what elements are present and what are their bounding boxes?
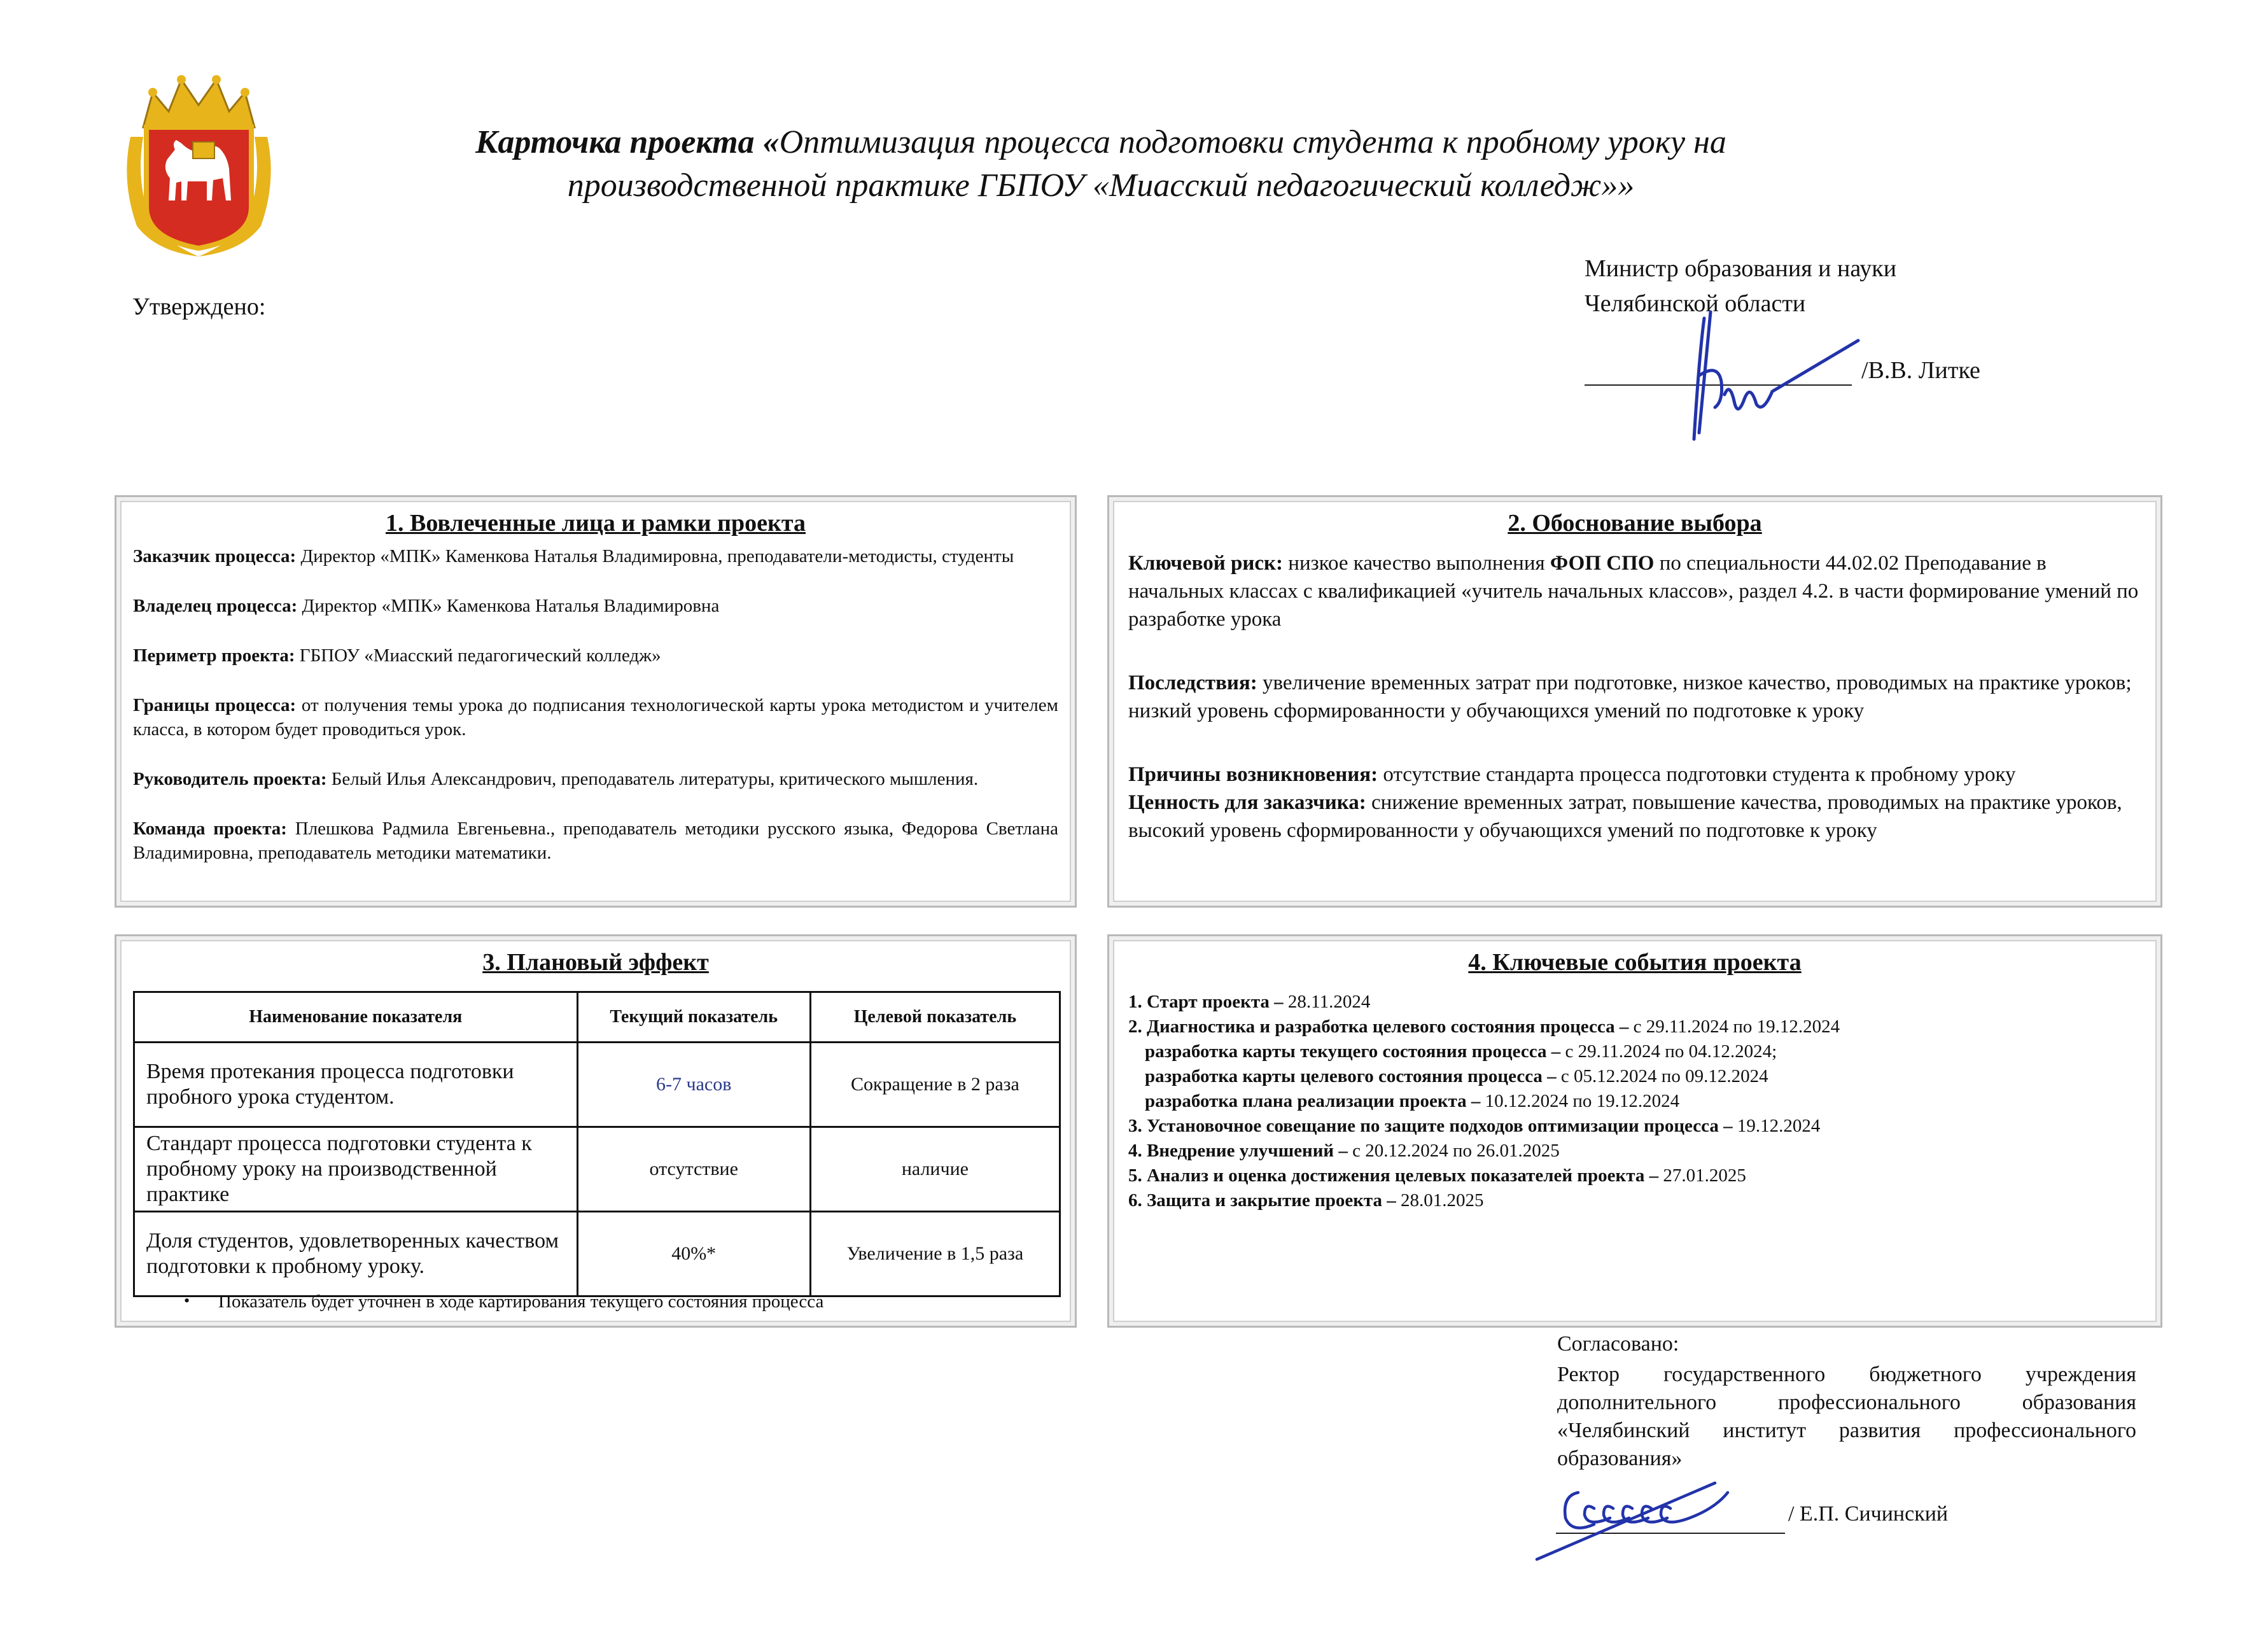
event-subitem <box>1128 1064 2143 1089</box>
event-item <box>1128 1139 2143 1163</box>
indicator-name: Время протекания процесса подготовки пробного урока студентом. <box>134 1043 578 1127</box>
panel-title: 2. Обоснование выбора <box>1508 510 1762 537</box>
rector-name: / Е.П. Сичинский <box>1788 1502 1949 1526</box>
rationale-panel <box>1107 495 2162 908</box>
causes-label: Причины возникновения: <box>1128 763 1378 786</box>
footnote: Показатель будет уточнен в ходе картирования текущего состояния процесса <box>218 1291 824 1312</box>
customer-value-text: снижение временных затрат, повышение качества, проводимых на практике уроков, высокий уровень сформированности у обучающихся умений по подготовке к уроку <box>1128 791 2122 842</box>
title-bold: Карточка проекта « <box>475 124 780 160</box>
key-risk-bold: ФОП СПО <box>1550 552 1655 575</box>
approved-label: Утверждено: <box>132 293 266 320</box>
item-label: Периметр проекта: <box>133 645 295 666</box>
events-list <box>1109 977 2160 1213</box>
event-date: 28.01.2025 <box>1401 1190 1484 1211</box>
event-date: с 20.12.2024 по 26.01.2025 <box>1352 1141 1560 1161</box>
event-label: разработка карты целевого состояния процесса – <box>1145 1066 1561 1086</box>
event-label: разработка карты текущего состояния процесса – <box>1145 1041 1565 1062</box>
key-risk-text: низкое качество выполнения <box>1283 552 1550 575</box>
customer-value-label: Ценность для заказчика: <box>1128 791 1366 814</box>
table-header-row <box>134 992 1060 1043</box>
handwritten-signature-icon <box>1655 306 1865 452</box>
table-row <box>134 1127 1060 1212</box>
target-value: Сокращение в 2 раза <box>810 1043 1060 1127</box>
causes <box>1128 761 2141 789</box>
causes-text: отсутствие стандарта процесса подготовки студента к пробному уроку <box>1378 763 2016 786</box>
event-date: с 29.11.2024 по 04.12.2024; <box>1565 1041 1777 1062</box>
indicator-name: Доля студентов, удовлетворенных качеством подготовки к пробному уроку. <box>134 1212 578 1296</box>
key-risk-text-b: по специальности 44.02.02 Преподавание в начальных классах с квалификацией «учитель начальных классов», раздел 4.2. в части формирование умений по разработке урока <box>1128 552 2139 631</box>
event-subitem <box>1128 1039 2143 1064</box>
list-item <box>133 817 1058 865</box>
consequences-text: увеличение временных затрат при подготовке, низкое качество, проводимых на практике уроков; низкий уровень сформированности у обучающихся умений по подготовке к уроку <box>1128 671 2132 722</box>
column-header: Наименование показателя <box>134 992 578 1043</box>
minister-position-line2: Челябинской области <box>1585 290 1806 317</box>
list-item <box>133 643 1058 668</box>
item-label: Владелец процесса: <box>133 596 298 616</box>
column-header: Целевой показатель <box>810 992 1060 1043</box>
table-row <box>134 1212 1060 1296</box>
bullet-icon: • <box>184 1291 190 1310</box>
event-label: 2. Диагностика и разработка целевого состояния процесса – <box>1128 1016 1634 1037</box>
event-date: 28.11.2024 <box>1287 992 1371 1012</box>
event-subitem <box>1128 1089 2143 1114</box>
list-item <box>133 693 1058 741</box>
item-text: Директор «МПК» Каменкова Наталья Владимировна <box>297 596 720 616</box>
event-label: 1. Старт проекта – <box>1128 992 1288 1012</box>
item-text: Плешкова Радмила Евгеньевна., преподаватель методики русского языка, Федорова Светлана Владимировна, преподаватель методики математики. <box>133 819 1058 863</box>
item-label: Заказчик процесса: <box>133 546 297 566</box>
minister-name: /В.В. Литке <box>1861 357 1980 384</box>
panel-title: 4. Ключевые события проекта <box>1468 949 1802 976</box>
key-events-panel <box>1107 934 2162 1328</box>
event-label: 4. Внедрение улучшений – <box>1128 1141 1353 1161</box>
item-text: ГБПОУ «Миасский педагогический колледж» <box>295 645 661 666</box>
stakeholders-panel <box>115 495 1077 908</box>
current-value: отсутствие <box>577 1127 810 1212</box>
event-label: 6. Защита и закрытие проекта – <box>1128 1190 1401 1211</box>
consequences-label: Последствия: <box>1128 671 1257 694</box>
agreement-label: Согласовано: <box>1557 1332 1679 1356</box>
list-item <box>133 594 1058 618</box>
rationale-body <box>1109 538 2160 845</box>
event-date: 10.12.2024 по 19.12.2024 <box>1485 1091 1680 1111</box>
event-item <box>1128 990 2143 1015</box>
event-date: с 05.12.2024 по 09.12.2024 <box>1560 1066 1768 1086</box>
item-label: Команда проекта: <box>133 819 287 839</box>
handwritten-signature-icon <box>1524 1464 1791 1566</box>
planned-effect-panel <box>115 934 1077 1328</box>
event-label: разработка плана реализации проекта – <box>1145 1091 1485 1111</box>
consequences <box>1128 669 2141 725</box>
current-value: 40%* <box>577 1212 810 1296</box>
event-item <box>1128 1114 2143 1139</box>
effect-table <box>133 991 1061 1297</box>
item-text: от получения темы урока до подписания технологической карты урока методистом и учителем класса, в котором будет проводиться урок. <box>133 695 1058 740</box>
agreement-text: Ректор государственного бюджетного учреждения дополнительного профессионального образования «Челябинский институт развития профессионального образования» <box>1557 1363 2136 1470</box>
page-title <box>331 121 1871 207</box>
key-risk-label: Ключевой риск: <box>1128 552 1284 575</box>
agreement-block <box>1557 1330 2136 1473</box>
chelyabinsk-coat-of-arms-icon <box>118 67 280 258</box>
minister-position-line1: Министр образования и науки <box>1585 255 1897 282</box>
list-item <box>133 544 1058 568</box>
title-line2: производственной практике ГБПОУ «Миасский педагогический колледж»» <box>567 167 1635 204</box>
item-label: Границы процесса: <box>133 695 297 715</box>
event-item <box>1128 1015 2143 1039</box>
event-date: 27.01.2025 <box>1663 1165 1746 1186</box>
current-value: 6-7 часов <box>577 1043 810 1127</box>
event-item <box>1128 1163 2143 1188</box>
event-label: 5. Анализ и оценка достижения целевых показателей проекта – <box>1128 1165 1663 1186</box>
item-text: Директор «МПК» Каменкова Наталья Владимировна, преподаватели-методисты, студенты <box>296 546 1014 566</box>
item-text: Белый Илья Александрович, преподаватель литературы, критического мышления. <box>326 769 979 789</box>
key-risk <box>1128 549 2141 633</box>
stakeholders-list <box>116 538 1075 865</box>
event-item <box>1128 1188 2143 1213</box>
panel-title: 3. Плановый эффект <box>482 949 709 976</box>
event-date: с 29.11.2024 по 19.12.2024 <box>1633 1016 1840 1037</box>
customer-value <box>1128 789 2141 845</box>
item-label: Руководитель проекта: <box>133 769 327 789</box>
event-label: 3. Установочное совещание по защите подходов оптимизации процесса – <box>1128 1116 1737 1136</box>
column-header: Текущий показатель <box>577 992 810 1043</box>
table-row <box>134 1043 1060 1127</box>
title-line1: Оптимизация процесса подготовки студента к пробному уроку на <box>779 124 1726 160</box>
event-date: 19.12.2024 <box>1737 1116 1821 1136</box>
target-value: Увеличение в 1,5 раза <box>810 1212 1060 1296</box>
panel-title: 1. Вовлеченные лица и рамки проекта <box>385 510 806 537</box>
list-item <box>133 767 1058 791</box>
target-value: наличие <box>810 1127 1060 1212</box>
indicator-name: Стандарт процесса подготовки студента к пробному уроку на производственной практике <box>134 1127 578 1212</box>
